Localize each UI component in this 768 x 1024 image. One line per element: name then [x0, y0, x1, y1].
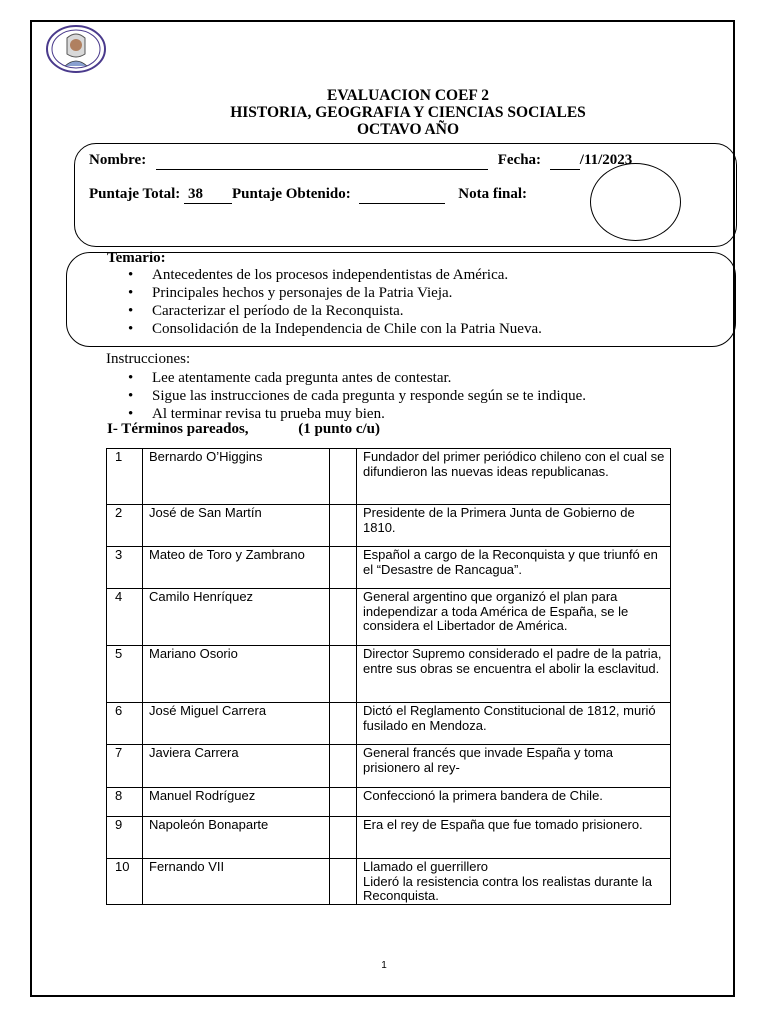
answer-blank[interactable] [330, 788, 357, 817]
row-number: 5 [107, 646, 143, 703]
page-number: 1 [381, 960, 387, 971]
answer-blank[interactable] [330, 505, 357, 547]
term-description: General francés que invade España y toma prisionero al rey- [357, 745, 671, 788]
table-row [107, 817, 671, 859]
temario-title: Temario: [107, 250, 166, 266]
term-description: Español a cargo de la Reconquista y que triunfó en el “Desastre de Rancagua”. [357, 547, 671, 589]
answer-blank[interactable] [330, 817, 357, 859]
row-number: 3 [107, 547, 143, 589]
table-row [107, 646, 671, 703]
table-row [107, 547, 671, 589]
title-line-2: HISTORIA, GEOGRAFIA Y CIENCIAS SOCIALES [230, 104, 586, 121]
term-description: Presidente de la Primera Junta de Gobierno de 1810. [357, 505, 671, 547]
puntaje-total-label: Puntaje Total: [89, 186, 181, 202]
school-logo [45, 24, 107, 74]
term-name: Mariano Osorio [143, 646, 330, 703]
score-row [89, 186, 527, 204]
list-item: • Al terminar revisa tu prueba muy bien. [128, 406, 385, 422]
fecha-value: /11/2023 [579, 152, 633, 168]
grade-circle[interactable] [590, 163, 681, 241]
list-item: • Antecedentes de los procesos independentistas de América. [128, 267, 509, 283]
list-item: • Sigue las instrucciones de cada pregunta y responde según se te indique. [128, 388, 587, 404]
puntaje-obtenido-label: Puntaje Obtenido: [232, 186, 351, 202]
term-description: Director Supremo considerado el padre de la patria, entre sus obras se encuentra el abolir la esclavitud. [357, 646, 671, 703]
term-name: Mateo de Toro y Zambrano [143, 547, 330, 589]
bullet-icon: • [128, 303, 134, 319]
bullet-icon: • [128, 321, 134, 337]
temario-list [128, 266, 542, 338]
row-number: 4 [107, 589, 143, 646]
list-item: • Caracterizar el período de la Reconquista. [128, 303, 404, 319]
term-name: José de San Martín [143, 505, 330, 547]
section-1-heading: I- Términos pareados, [107, 421, 249, 437]
row-number: 2 [107, 505, 143, 547]
answer-blank[interactable] [330, 646, 357, 703]
section-1-title [107, 421, 380, 438]
title-line-1: EVALUACION COEF 2 [327, 87, 489, 104]
term-description: Dictó el Reglamento Constitucional de 1812, murió fusilado en Mendoza. [357, 703, 671, 745]
table-row [107, 449, 671, 505]
table-row [107, 745, 671, 788]
table-row [107, 589, 671, 646]
bullet-icon: • [128, 285, 134, 301]
table-row [107, 505, 671, 547]
term-name: Camilo Henríquez [143, 589, 330, 646]
puntaje-total-value: 38 [184, 186, 232, 204]
list-item: • Consolidación de la Independencia de Chile con la Patria Nueva. [128, 321, 542, 337]
table-row [107, 703, 671, 745]
section-1-points: (1 punto c/u) [298, 421, 380, 437]
term-name: José Miguel Carrera [143, 703, 330, 745]
term-description: Era el rey de España que fue tomado prisionero. [357, 817, 671, 859]
row-number: 7 [107, 745, 143, 788]
term-description: Confeccionó la primera bandera de Chile. [357, 788, 671, 817]
title-line-3: OCTAVO AÑO [356, 121, 460, 138]
row-number: 10 [107, 859, 143, 905]
name-row [89, 152, 632, 170]
term-name: Bernardo O’Higgins [143, 449, 330, 505]
answer-blank[interactable] [330, 449, 357, 505]
fecha-label: Fecha: [497, 152, 542, 168]
exam-title [0, 87, 768, 138]
list-item: • Lee atentamente cada pregunta antes de contestar. [128, 370, 452, 386]
term-name: Manuel Rodríguez [143, 788, 330, 817]
bullet-icon: • [128, 267, 134, 283]
nombre-field[interactable] [156, 152, 488, 170]
term-description: General argentino que organizó el plan para independizar a toda América de España, se le considera el Libertador de América. [357, 589, 671, 646]
term-description: Fundador del primer periódico chileno con el cual se difundieron las nuevas ideas republicanas. [357, 449, 671, 505]
term-name: Javiera Carrera [143, 745, 330, 788]
table-row [107, 788, 671, 817]
instructions-list [128, 369, 586, 423]
fecha-day-field[interactable] [550, 152, 580, 170]
table-row [107, 859, 671, 905]
row-number: 9 [107, 817, 143, 859]
instructions-title: Instrucciones: [106, 351, 191, 367]
term-name: Napoleón Bonaparte [143, 817, 330, 859]
matching-table [106, 448, 671, 905]
answer-blank[interactable] [330, 745, 357, 788]
list-item: • Principales hechos y personajes de la Patria Vieja. [128, 285, 453, 301]
answer-blank[interactable] [330, 547, 357, 589]
answer-blank[interactable] [330, 589, 357, 646]
row-number: 1 [107, 449, 143, 505]
puntaje-obtenido-field[interactable] [359, 186, 445, 204]
answer-blank[interactable] [330, 703, 357, 745]
term-name: Fernando VII [143, 859, 330, 905]
bullet-icon: • [128, 388, 134, 404]
bullet-icon: • [128, 406, 134, 422]
nota-final-label: Nota final: [458, 186, 528, 202]
answer-blank[interactable] [330, 859, 357, 905]
row-number: 6 [107, 703, 143, 745]
bullet-icon: • [128, 370, 134, 386]
term-description: Llamado el guerrillero Lideró la resistencia contra los realistas durante la Reconquista. [357, 859, 671, 905]
row-number: 8 [107, 788, 143, 817]
nombre-label: Nombre: [89, 152, 147, 168]
